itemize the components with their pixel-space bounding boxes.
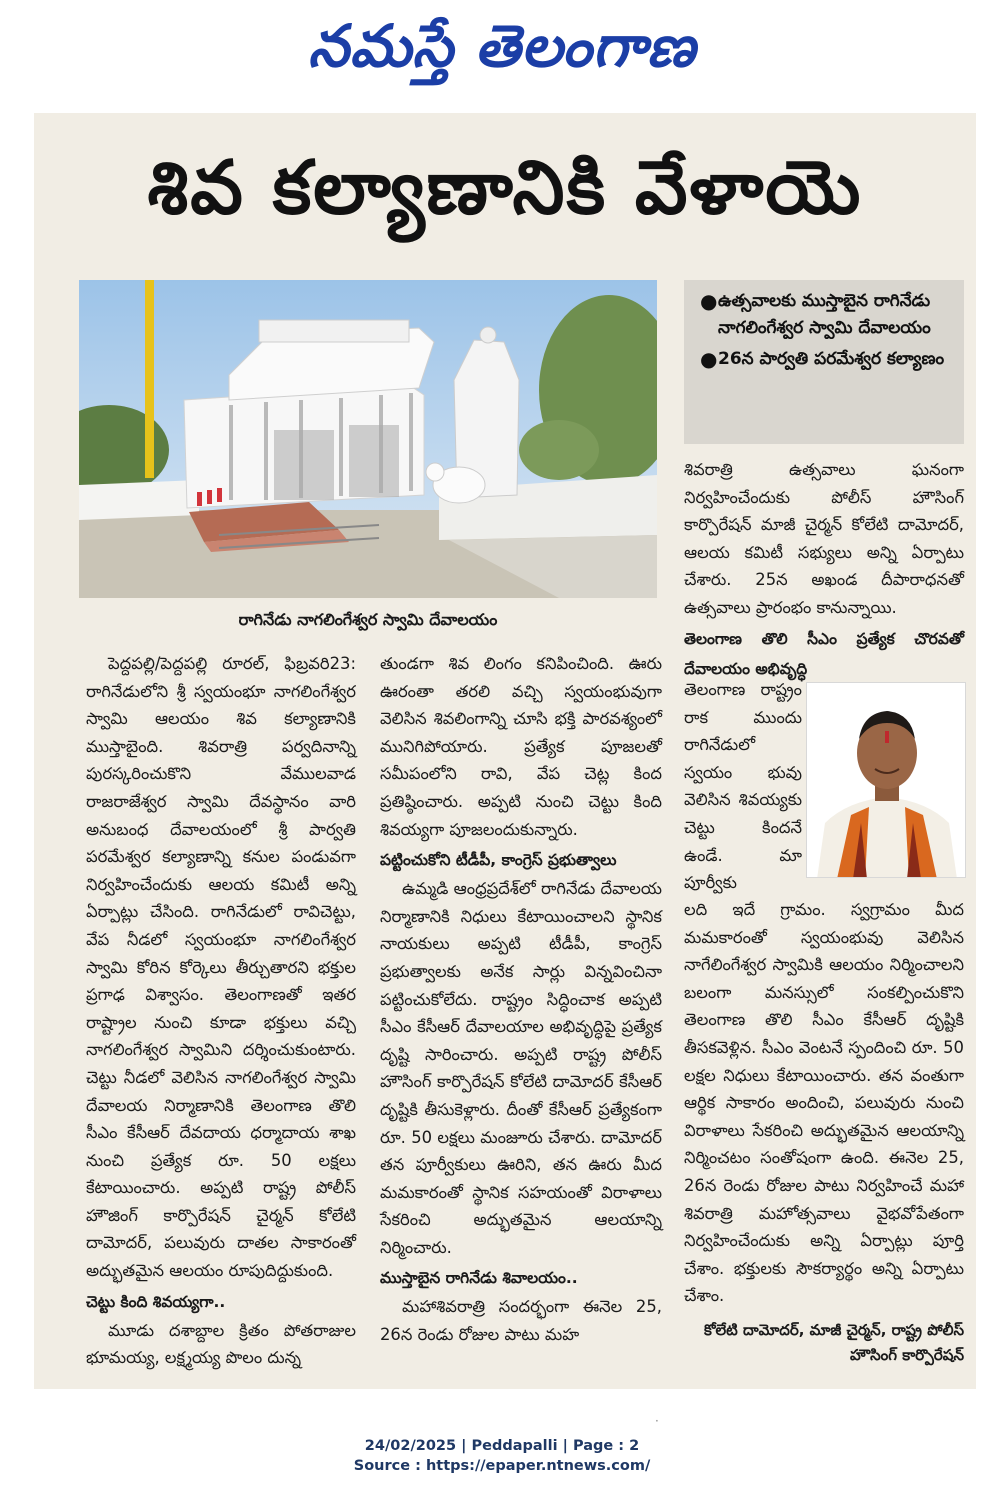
paragraph: తుండగా శివ లింగం కనిపించింది. ఊరు ఊరంతా తరలి వచ్చి స్వయంభువుగా వెలిసిన శివలింగాన్ని చూసి భక్తి పారవశ్యంలో మునిగిపోయారు. ప్రత్యేక పూజలతో సమీపంలోని రావి, వేప చెట్ల కింద ప్రతిష్ఠించారు. అప్పటి నుంచి చెట్టు కింది శివయ్యగా పూజలందుకున్నారు. (380, 654, 662, 839)
highlights-box (684, 280, 964, 444)
highlight-text: 26న పార్వతి పరమేశ్వర కల్యాణం (718, 349, 945, 369)
footer-source: Source : https://epaper.ntnews.com/ (353, 1458, 651, 1474)
portrait-photo (806, 682, 966, 878)
masthead (0, 6, 1004, 86)
paragraph: మూడు దశాబ్దాల క్రితం పోతరాజుల భూమయ్య, లక్ష్మయ్య పొలం దున్న (86, 1320, 356, 1368)
subheading: తెలంగాణ తొలి సీఎం ప్రత్యేక చొరవతో దేవాలయం అభివృద్ధి (684, 629, 964, 678)
paragraph: మహాశివరాత్రి సందర్భంగా ఈనెల 25, 26న రెండు రోజుల పాటు మహ (380, 1297, 662, 1345)
subheading: ముస్తాబైన రాగినేడు శివాలయం.. (380, 1269, 578, 1288)
quote-attribution: కోలేటి దామోదర్, మాజీ చైర్మన్, రాష్ట్ర పోలీస్ హౌసింగ్ కార్పొరేషన్ (703, 1320, 964, 1364)
subheading: చెట్టు కింది శివయ్యగా.. (86, 1292, 226, 1311)
article-column-2 (380, 650, 662, 1349)
photo-caption: రాగినేడు నాగలింగేశ్వర స్వామి దేవాలయం (238, 610, 498, 629)
paragraph: లది ఇదే గ్రామం. స్వగ్రామం మీద మమకారంతో స్వయంభువు వెలిసిన నాగేలింగేశ్వర స్వామికి ఆలయం నిర్మించాలని బలంగా మనస్సులో సంకల్పించుకొని తెలంగాణ తొలి సీఎం కేసీఆర్ దృష్టికి తీసకవెళ్లిన. సీఎం వెంటనే స్పందించి రూ. 50 లక్షల నిధులు కేటాయించారు. తన వంతుగా ఆర్థిక సాకారం అందించి, పలువురు నుంచి విరాళాలు సేకరించి అద్భుతమైన ఆలయాన్ని నిర్మించటం సంతోషంగా ఉంది. ఈనెల 25, 26న రెండు రోజుల పాటు నిర్వహించే మహా శివరాత్రి మహోత్సవాలు వైభవోపేతంగా నిర్వహించేందుకు అన్ని ఏర్పాట్లు పూర్తి చేశాం. భక్తులకు సౌకర్యార్థం అన్ని ఏర్పాటు చేశాం. (684, 900, 964, 1306)
quote-wrap-text: తెలంగాణ రాష్ట్రం రాక ముందు రాగినేడులో స్వయం భువు వెలిసిన శివయ్యకు చెట్టు కిందనే ఉండే. మా పూర్వీకు (684, 680, 802, 893)
quote-continued-text (684, 896, 964, 1368)
paragraph: శివరాత్రి ఉత్సవాలు ఘనంగా నిర్వహించేందుకు పోలీస్ హౌసింగ్ కార్పొరేషన్ మాజీ చైర్మన్ కోలేటి దామోదర్, ఆలయ కమిటీ సభ్యులు అన్ని ఏర్పాటు చేశారు. 25న అఖండ దీపారాధనతో ఉత్సవాలు ప్రారంభం కానున్నాయి. (684, 460, 964, 617)
article-column-3 (684, 456, 964, 684)
highlight-item (700, 346, 954, 373)
article-column-1 (86, 650, 356, 1372)
subheading: పట్టించుకోని టీడీపీ, కాంగ్రెస్ ప్రభుత్వాలు (380, 851, 617, 870)
paragraph: పెద్దపల్లి/పెద్దపల్లి రూరల్, ఫిబ్రవరి23: రాగినేడులోని శ్రీ స్వయంభూ నాగలింగేశ్వర స్వామి ఆలయం శివ కల్యాణానికి ముస్తాబైంది. శివరాత్రి పర్వదినాన్ని పురస్కరించుకొని వేములవాడ రాజరాజేశ్వర స్వామి దేవస్థానం వారి అనుబంధ దేవాలయంలో శ్రీ పార్వతి పరమేశ్వర కల్యాణాన్ని కనుల పండువగా నిర్వహించేందుకు ఆలయ కమిటీ అన్ని ఏర్పాట్లు చేసింది. రాగినేడులో రావిచెట్టు, వేప నీడలో స్వయంభూ నాగలింగేశ్వర స్వామి కోరిన కోర్కెలు తీర్చుతారని భక్తుల ప్రగాఢ విశ్వాసం. తెలంగాణతో ఇతర రాష్ట్రాల నుంచి కూడా భక్తులు వచ్చి నాగలింగేశ్వర స్వామిని దర్శించుకుంటారు. చెట్టు నీడలో వెలిసిన నాగలింగేశ్వర స్వామి దేవాలయ నిర్మాణానికి తెలంగాణ తొలి సీఎం కేసీఆర్ దేవదాయ ధర్మాదాయ శాఖ నుంచి ప్రత్యేక రూ. 50 లక్షలు కేటాయించారు. అప్పటి రాష్ట్ర పోలీస్ హౌజింగ్ కార్పొరేషన్ చైర్మన్ కోలేటి దామోదర్, పలువురు దాతల సాకారంతో అద్భుతమైన ఆలయం రూపుదిద్దుకుంది. (86, 654, 356, 1281)
bullet-icon: ● (700, 347, 718, 371)
temple-photo (79, 280, 657, 598)
stray-mark: · (655, 1414, 659, 1428)
newspaper-name: నమస్తే తెలంగాణ (308, 12, 696, 80)
bullet-icon: ● (700, 289, 718, 313)
page-footer (0, 1436, 1004, 1476)
footer-date-page: 24/02/2025 | Peddapalli | Page : 2 (364, 1438, 640, 1454)
article-headline: శివ కల్యాణానికి వేళాయె (147, 145, 863, 231)
highlight-text: ఉత్సవాలకు ముస్తాబైన రాగినేడు నాగలింగేశ్వర స్వామి దేవాలయం (718, 291, 931, 338)
paragraph: ఉమ్మడి ఆంధ్రప్రదేశ్‌లో రాగినేడు దేవాలయ నిర్మాణానికి నిధులు కేటాయించాలని స్థానిక నాయకులు అప్పటి టీడీపీ, కాంగ్రెస్ ప్రభుత్వాలకు అనేక సార్లు విన్నవించినా పట్టించుకోలేదు. రాష్ట్రం సిద్ధించాక అప్పటి సీఎం కేసీఆర్ దేవాలయాల అభివృద్ధిపై ప్రత్యేక దృష్టి సారించారు. అప్పటి రాష్ట్ర పోలీస్ హౌసింగ్ కార్పొరేషన్ కోలేటి దామోదర్ కేసీఆర్ దృష్టికి తీసుకెళ్లారు. దీంతో కేసీఆర్ ప్రత్యేకంగా రూ. 50 లక్షలు మంజూరు చేశారు. దామోదర్ తన పూర్వీకులు ఊరిని, తన ఊరు మీద మమకారంతో స్థానిక సహయంతో విరాళాలు సేకరించి అద్భుతమైన ఆలయాన్ని నిర్మించారు. (380, 879, 662, 1257)
highlight-item (700, 288, 954, 342)
